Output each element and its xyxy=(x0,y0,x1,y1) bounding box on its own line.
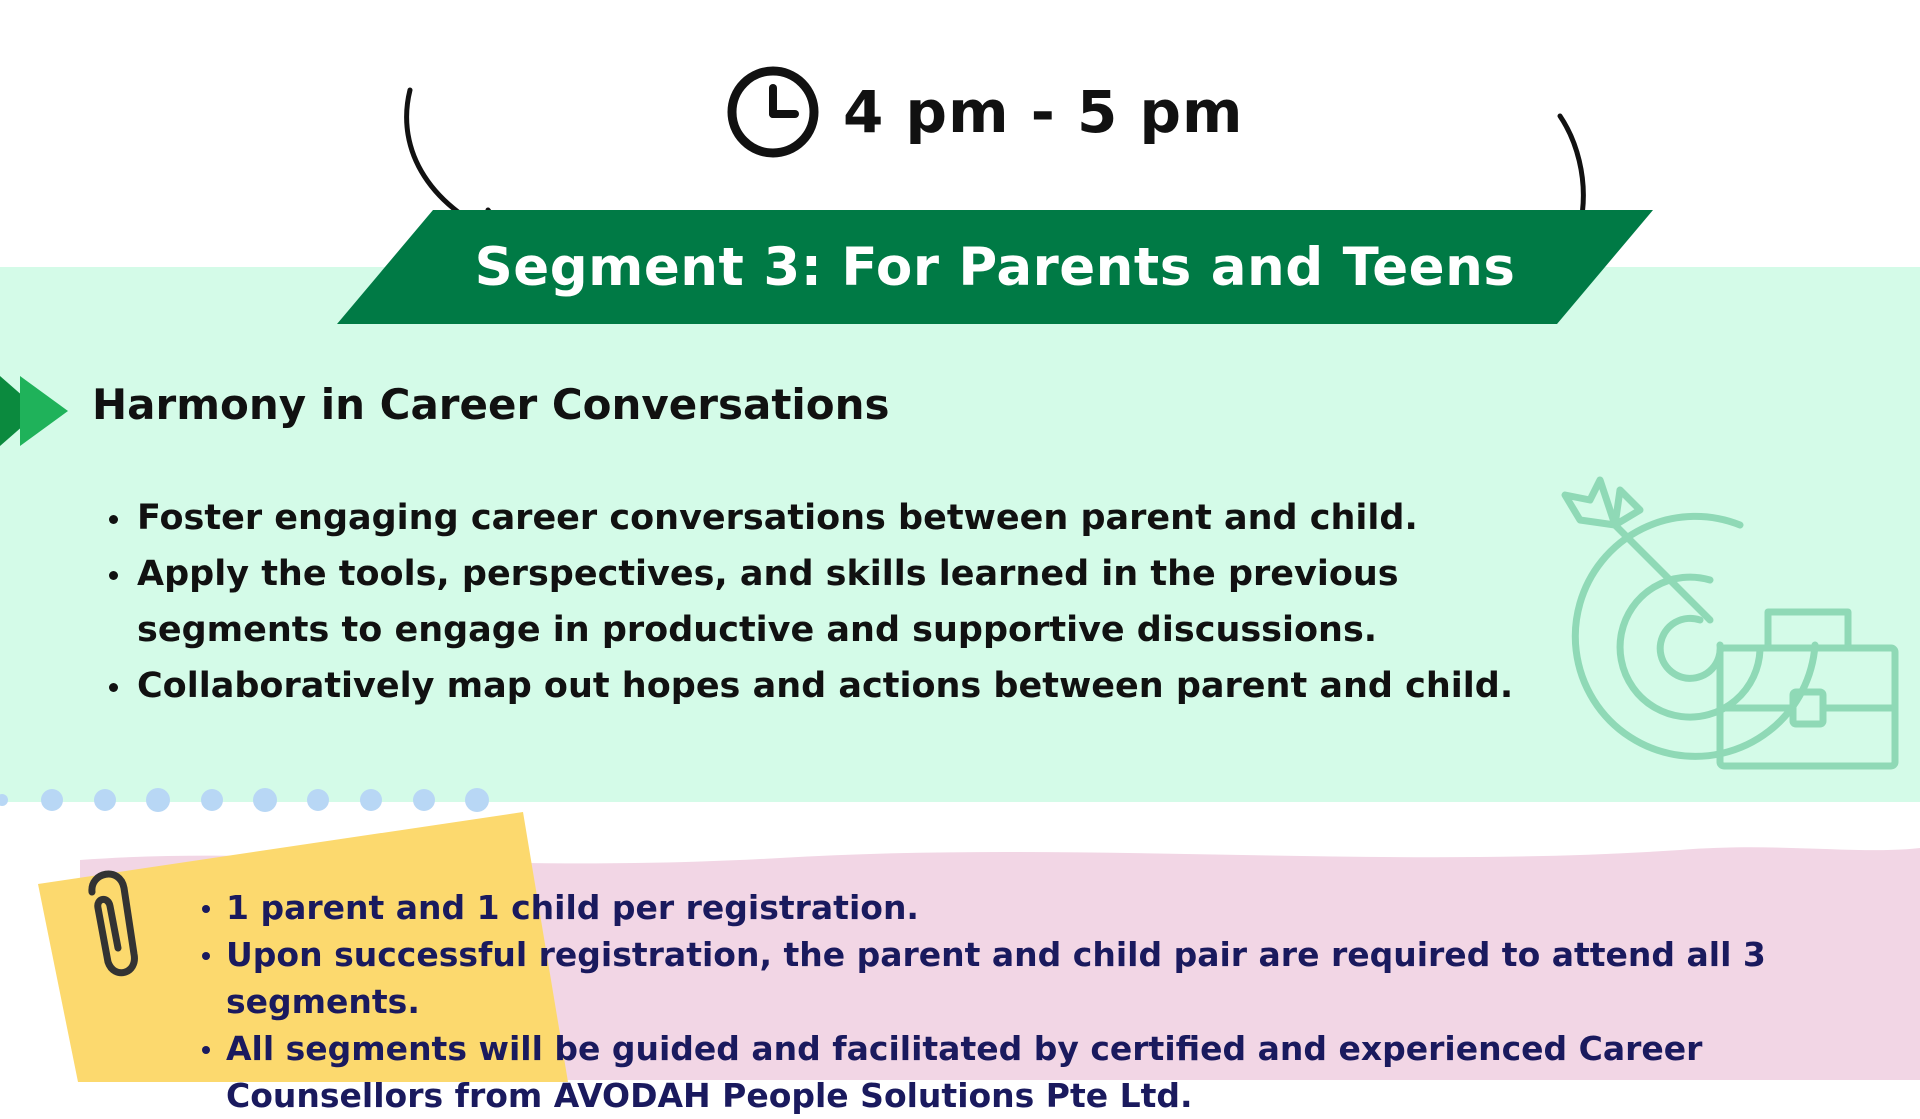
segment-title: Segment 3: For Parents and Teens xyxy=(474,236,1516,298)
target-briefcase-icon xyxy=(1560,470,1900,780)
list-item: Collaboratively map out hopes and actions between parent and child. xyxy=(105,658,1575,714)
time-header xyxy=(725,62,1243,162)
dotted-divider xyxy=(0,788,500,812)
list-item: Foster engaging career conversations between parent and child. xyxy=(105,490,1575,546)
double-chevron-icon xyxy=(0,376,72,446)
list-item: Apply the tools, perspectives, and skills learned in the previous segments to engage in productive and supportive discussions. xyxy=(105,546,1575,658)
section-heading: Harmony in Career Conversations xyxy=(92,380,890,429)
paperclip-icon xyxy=(78,862,142,982)
clock-icon xyxy=(725,64,821,160)
notes-list xyxy=(198,884,1898,1119)
time-range: 4 pm - 5 pm xyxy=(843,78,1244,146)
list-item: Upon successful registration, the parent and child pair are required to attend all 3 segments. xyxy=(198,931,1898,1025)
section-bullet-list xyxy=(105,490,1575,714)
list-item: 1 parent and 1 child per registration. xyxy=(198,884,1898,931)
list-item: All segments will be guided and facilitated by certified and experienced Career Counsellors from AVODAH People Solutions Pte Ltd. xyxy=(198,1025,1898,1119)
